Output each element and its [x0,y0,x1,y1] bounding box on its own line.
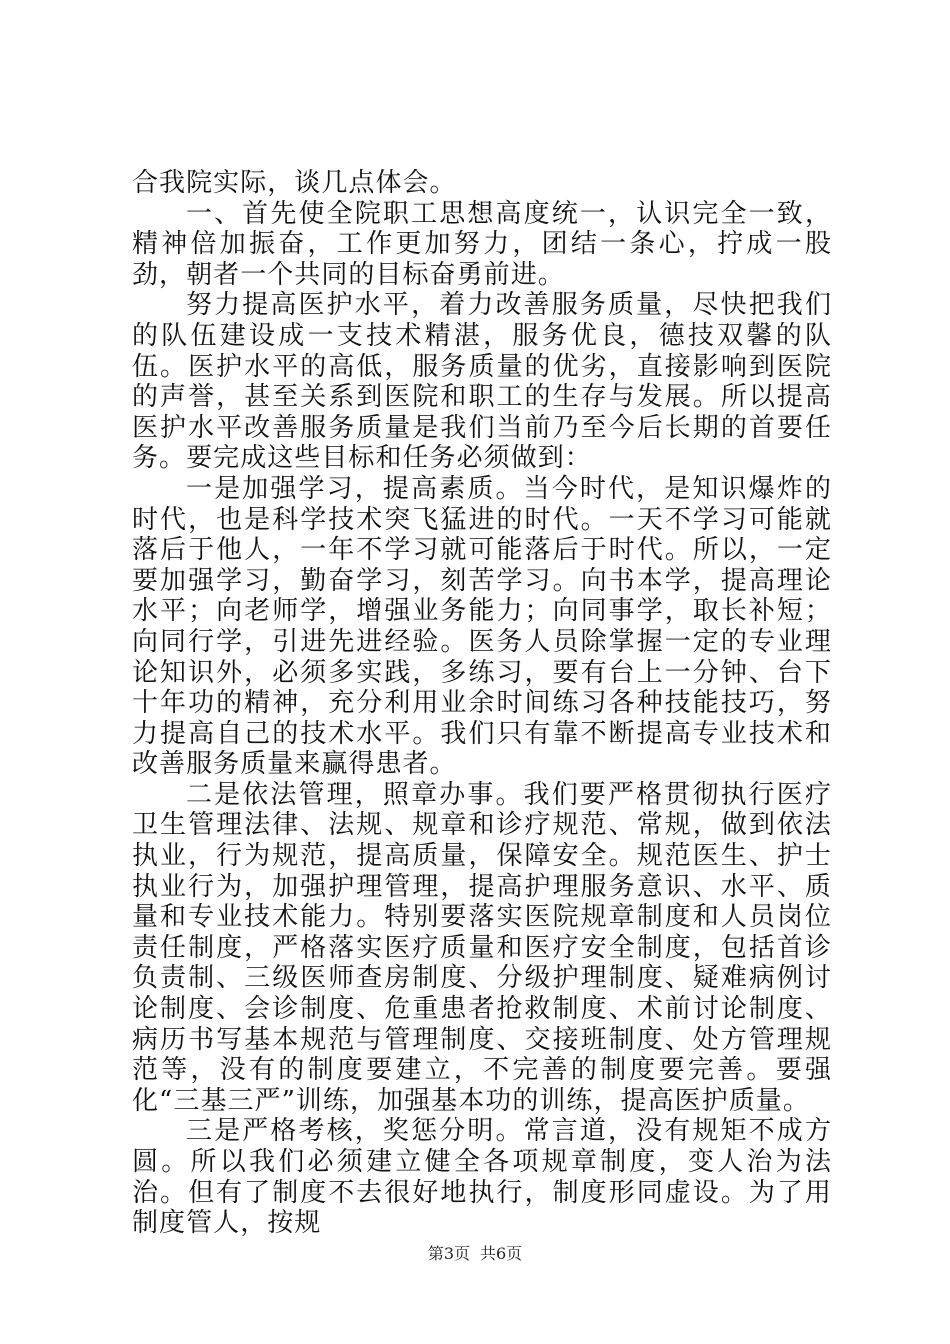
paragraph: 一、首先使全院职工思想高度统一，认识完全一致，精神倍加振奋，工作更加努力，团结一条心，拧成一股劲，朝者一个共同的目标奋勇前进。 [132,198,832,290]
paragraph: 一是加强学习，提高素质。当今时代，是知识爆炸的时代，也是科学技术突飞猛进的时代。一天不学习可能就落后于他人，一年不学习就可能落后于时代。所以，一定要加强学习，勤奋学习，刻苦学习。向书本学，提高理论水平；向老师学，增强业务能力；向同事学，取长补短；向同行学，引进先进经验。医务人员除掌握一定的专业理论知识外，必须多实践，多练习，要有台上一分钟、台下十年功的精神，充分利用业余时间练习各种技能技巧，努力提高自己的技术水平。我们只有靠不断提高专业技术和改善服务质量来赢得患者。 [132,473,832,780]
page-total: 共6页 [480,1244,523,1263]
paragraph: 三是严格考核，奖惩分明。常言道，没有规矩不成方圆。所以我们必须建立健全各项规章制度，变人治为法治。但有了制度不去很好地执行，制度形同虚设。为了用制度管人，按规 [132,1116,832,1239]
paragraph: 努力提高医护水平，着力改善服务质量，尽快把我们的队伍建设成一支技术精湛，服务优良，德技双馨的队伍。医护水平的高低，服务质量的优劣，直接影响到医院的声誉，甚至关系到医院和职工的生存与发展。所以提高医护水平改善服务质量是我们当前乃至今后长期的首要任务。要完成这些目标和任务必须做到： [132,290,832,474]
page-footer [0,1244,950,1264]
paragraph: 合我院实际，谈几点体会。 [132,168,457,198]
page-number: 第3页 [427,1244,470,1263]
document-body [132,168,832,1239]
paragraph: 二是依法管理，照章办事。我们要严格贯彻执行医疗卫生管理法律、法规、规章和诊疗规范、常规，做到依法执业，行为规范，提高质量，保障安全。规范医生、护士执业行为，加强护理管理，提高护理服务意识、水平、质量和专业技术能力。特别要落实医院规章制度和人员岗位责任制度，严格落实医疗质量和医疗安全制度，包括首诊负责制、三级医师查房制度、分级护理制度、疑难病例讨论制度、会诊制度、危重患者抢救制度、术前讨论制度、病历书写基本规范与管理制度、交接班制度、处方管理规范等，没有的制度要建立，不完善的制度要完善。要强化“三基三严”训练，加强基本功的训练，提高医护质量。 [132,779,832,1116]
